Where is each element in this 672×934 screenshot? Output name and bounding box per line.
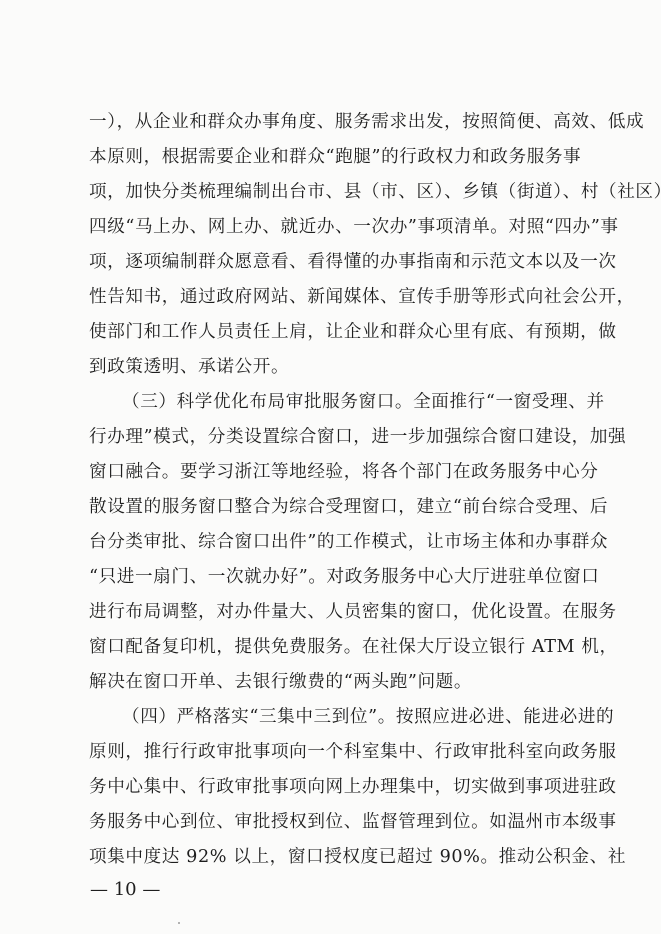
body-text-line: 项，逐项编制群众愿意看、看得懂的办事指南和示范文本以及一次	[89, 252, 617, 272]
body-text-line: 窗口配备复印机，提供免费服务。在社保大厅设立银行 ATM 机，	[89, 637, 618, 657]
body-text-line: 性告知书，通过政府网站、新闻媒体、宣传手册等形式向社会公开，	[89, 287, 635, 307]
body-text-line: 行办理”模式，分类设置综合窗口，进一步加强综合窗口建设，加强	[89, 427, 627, 447]
body-text-line: “只进一扇门、一次就办好”。对政务服务中心大厅进驻单位窗口	[89, 567, 600, 587]
page-number: — 10 —	[90, 879, 161, 900]
body-text-line: 本原则，根据需要企业和群众“跑腿”的行政权力和政务服务事	[89, 147, 582, 167]
body-text-line: 一），从企业和群众办事角度、服务需求出发，按照简便、高效、低成	[89, 112, 645, 132]
body-text-line: 台分类审批、综合窗口出件”的工作模式，让市场主体和办事群众	[89, 532, 609, 552]
body-text-line: 到政策透明、承诺公开。	[89, 357, 290, 377]
body-text-line: 窗口融合。要学习浙江等地经验，将各个部门在政务服务中心分	[89, 462, 599, 482]
body-text-line: 原则，推行行政审批事项向一个科室集中、行政审批科室向政务服	[89, 742, 617, 762]
body-text-line: 项，加快分类梳理编制出台市、县（市、区）、乡镇（街道）、村（社区）	[89, 182, 672, 202]
body-text-line: 四级“马上办、网上办、就近办、一次办”事项清单。对照“四办”事	[89, 217, 619, 237]
body-text-line: 使部门和工作人员责任上肩，让企业和群众心里有底、有预期，做	[89, 322, 617, 342]
body-text-line: 解决在窗口开单、去银行缴费的“两头跑”问题。	[89, 672, 473, 692]
body-text-line: 务服务中心到位、审批授权到位、监督管理到位。如温州市本级事	[89, 812, 617, 832]
body-text-line: 务中心集中、行政审批事项向网上办理集中，切实做到事项进驻政	[89, 777, 617, 797]
section-heading-3: （三）科学优化布局审批服务窗口。全面推行“一窗受理、并	[122, 392, 605, 412]
body-text-line: 项集中度达 92% 以上，窗口授权度已超过 90%。推动公积金、社	[89, 847, 627, 867]
body-text-line: 散设置的服务窗口整合为综合受理窗口，建立“前台综合受理、后	[89, 497, 609, 517]
section-heading-4: （四）严格落实“三集中三到位”。按照应进必进、能进必进的	[122, 707, 615, 727]
scan-speck	[178, 922, 180, 924]
body-text-line: 进行布局调整，对办件量大、人员密集的窗口，优化设置。在服务	[89, 602, 617, 622]
